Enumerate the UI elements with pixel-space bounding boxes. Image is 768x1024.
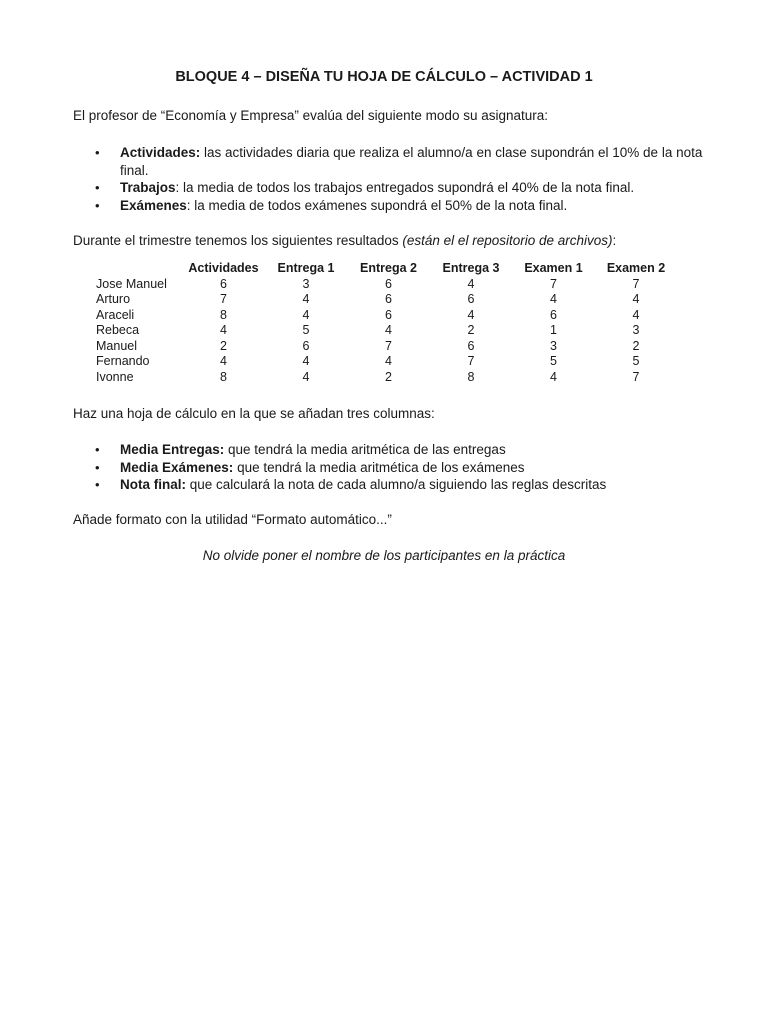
grade-cell: 2 (467, 323, 475, 337)
grade-cell: 4 (385, 323, 392, 337)
columns-list (95, 441, 705, 494)
grade-cell: 6 (385, 276, 392, 291)
criteria-label: Trabajos (120, 180, 176, 195)
grade-cell: 6 (302, 338, 310, 353)
table-row (93, 323, 676, 339)
table-header-cell: Entrega 2 (360, 261, 417, 275)
results-intro-italic: (están el el repositorio de archivos) (402, 233, 613, 248)
criteria-text: las actividades diaria que realiza el alumno/a en clase supondrán el 10% de la nota final. (120, 145, 703, 178)
results-intro-end: : (612, 233, 617, 248)
column-text: que tendrá la media aritmética de los exámenes (233, 459, 525, 475)
grade-cell: 8 (220, 369, 227, 384)
bullet-icon: • (95, 180, 100, 195)
criteria-text: : la media de todos los trabajos entregados supondrá el 40% de la nota final. (175, 180, 635, 195)
reminder-note: No olvide poner el nombre de los participantes en la práctica (202, 548, 566, 563)
table-header-cell: Examen 1 (524, 261, 583, 275)
results-intro (73, 232, 703, 250)
grade-cell: 5 (632, 354, 640, 368)
criteria-text: : la media de todos exámenes supondrá el 50% de la nota final. (186, 197, 568, 213)
table-header-row (93, 261, 676, 277)
criteria-label: Exámenes (120, 197, 187, 213)
criteria-label: Actividades: (120, 145, 201, 160)
bullet-icon: • (95, 477, 100, 492)
bullet-icon: • (95, 459, 100, 475)
grades-table (93, 261, 676, 385)
grade-cell: 6 (550, 307, 557, 322)
student-name-cell: Rebeca (96, 323, 140, 337)
column-item (95, 441, 705, 459)
criteria-item (95, 144, 705, 179)
bullet-icon: • (95, 197, 100, 213)
grade-cell: 4 (220, 323, 227, 337)
table-header-cell (93, 261, 181, 277)
column-label: Media Exámenes: (120, 459, 234, 475)
grade-cell: 7 (467, 354, 475, 368)
student-name-cell: Fernando (96, 354, 150, 368)
grade-cell: 7 (550, 276, 557, 291)
table-header-cell: Examen 2 (606, 261, 666, 275)
criteria-item (95, 179, 705, 197)
grade-cell: 4 (302, 369, 310, 384)
grade-cell: 6 (467, 338, 475, 353)
grade-cell: 6 (385, 292, 392, 306)
grade-cell: 7 (632, 369, 640, 384)
column-label: Nota final: (120, 477, 186, 492)
grade-cell: 6 (467, 292, 475, 306)
table-row (93, 370, 676, 386)
grade-cell: 4 (302, 292, 310, 306)
results-intro-text: Durante el trimestre tenemos los siguientes resultados (73, 233, 403, 248)
grade-cell: 5 (302, 323, 310, 337)
column-label: Media Entregas: (120, 442, 225, 457)
grade-cell: 2 (632, 338, 640, 353)
grade-cell: 4 (632, 307, 640, 322)
format-note: Añade formato con la utilidad “Formato automático...” (73, 512, 392, 527)
table-row (93, 339, 676, 355)
grade-cell: 3 (632, 323, 640, 337)
grade-cell: 4 (220, 354, 227, 368)
grade-cell: 1 (550, 323, 557, 337)
grade-cell: 7 (385, 338, 392, 353)
grade-cell: 3 (302, 276, 310, 291)
bullet-icon: • (95, 145, 100, 160)
column-item (95, 476, 705, 494)
grade-cell: 2 (220, 338, 227, 353)
table-row (93, 277, 676, 293)
task-intro: Haz una hoja de cálculo en la que se añadan tres columnas: (73, 406, 435, 421)
grade-cell: 8 (220, 307, 227, 322)
table-header-cell: Entrega 3 (442, 261, 500, 275)
table-body (93, 277, 676, 386)
criteria-item (95, 197, 705, 215)
grade-cell: 4 (632, 292, 640, 306)
grade-cell: 6 (220, 276, 227, 291)
grade-cell: 4 (385, 354, 392, 368)
grade-cell: 6 (385, 307, 392, 322)
grade-cell: 4 (302, 354, 310, 368)
grade-cell: 4 (302, 307, 310, 322)
table-row (93, 292, 676, 308)
student-name-cell: Araceli (96, 307, 135, 322)
student-name-cell: Manuel (96, 338, 137, 353)
student-name-cell: Ivonne (96, 369, 134, 384)
grade-cell: 4 (550, 292, 557, 306)
grade-cell: 3 (550, 338, 557, 353)
student-name-cell: Arturo (96, 292, 131, 306)
table-header-cell: Actividades (188, 261, 259, 275)
table-row (93, 354, 676, 370)
grade-cell: 4 (467, 276, 475, 291)
column-item (95, 459, 705, 477)
student-name-cell: Jose Manuel (96, 276, 167, 291)
table-row (93, 308, 676, 324)
grade-cell: 2 (385, 369, 392, 384)
criteria-list (95, 144, 705, 214)
column-text: que tendrá la media aritmética de las entregas (224, 442, 506, 457)
column-text: que calculará la nota de cada alumno/a siguiendo las reglas descritas (186, 477, 607, 492)
grade-cell: 8 (467, 369, 475, 384)
grade-cell: 5 (550, 354, 557, 368)
grade-cell: 4 (550, 369, 557, 384)
intro-paragraph: El profesor de “Economía y Empresa” evalúa del siguiente modo su asignatura: (73, 108, 549, 123)
grade-cell: 4 (467, 307, 475, 322)
bullet-icon: • (95, 442, 100, 457)
grade-cell: 7 (220, 292, 227, 306)
page-title: BLOQUE 4 – DISEÑA TU HOJA DE CÁLCULO – ACTIVIDAD 1 (175, 69, 593, 85)
table-header-cell: Entrega 1 (277, 261, 335, 275)
grade-cell: 7 (632, 276, 640, 291)
